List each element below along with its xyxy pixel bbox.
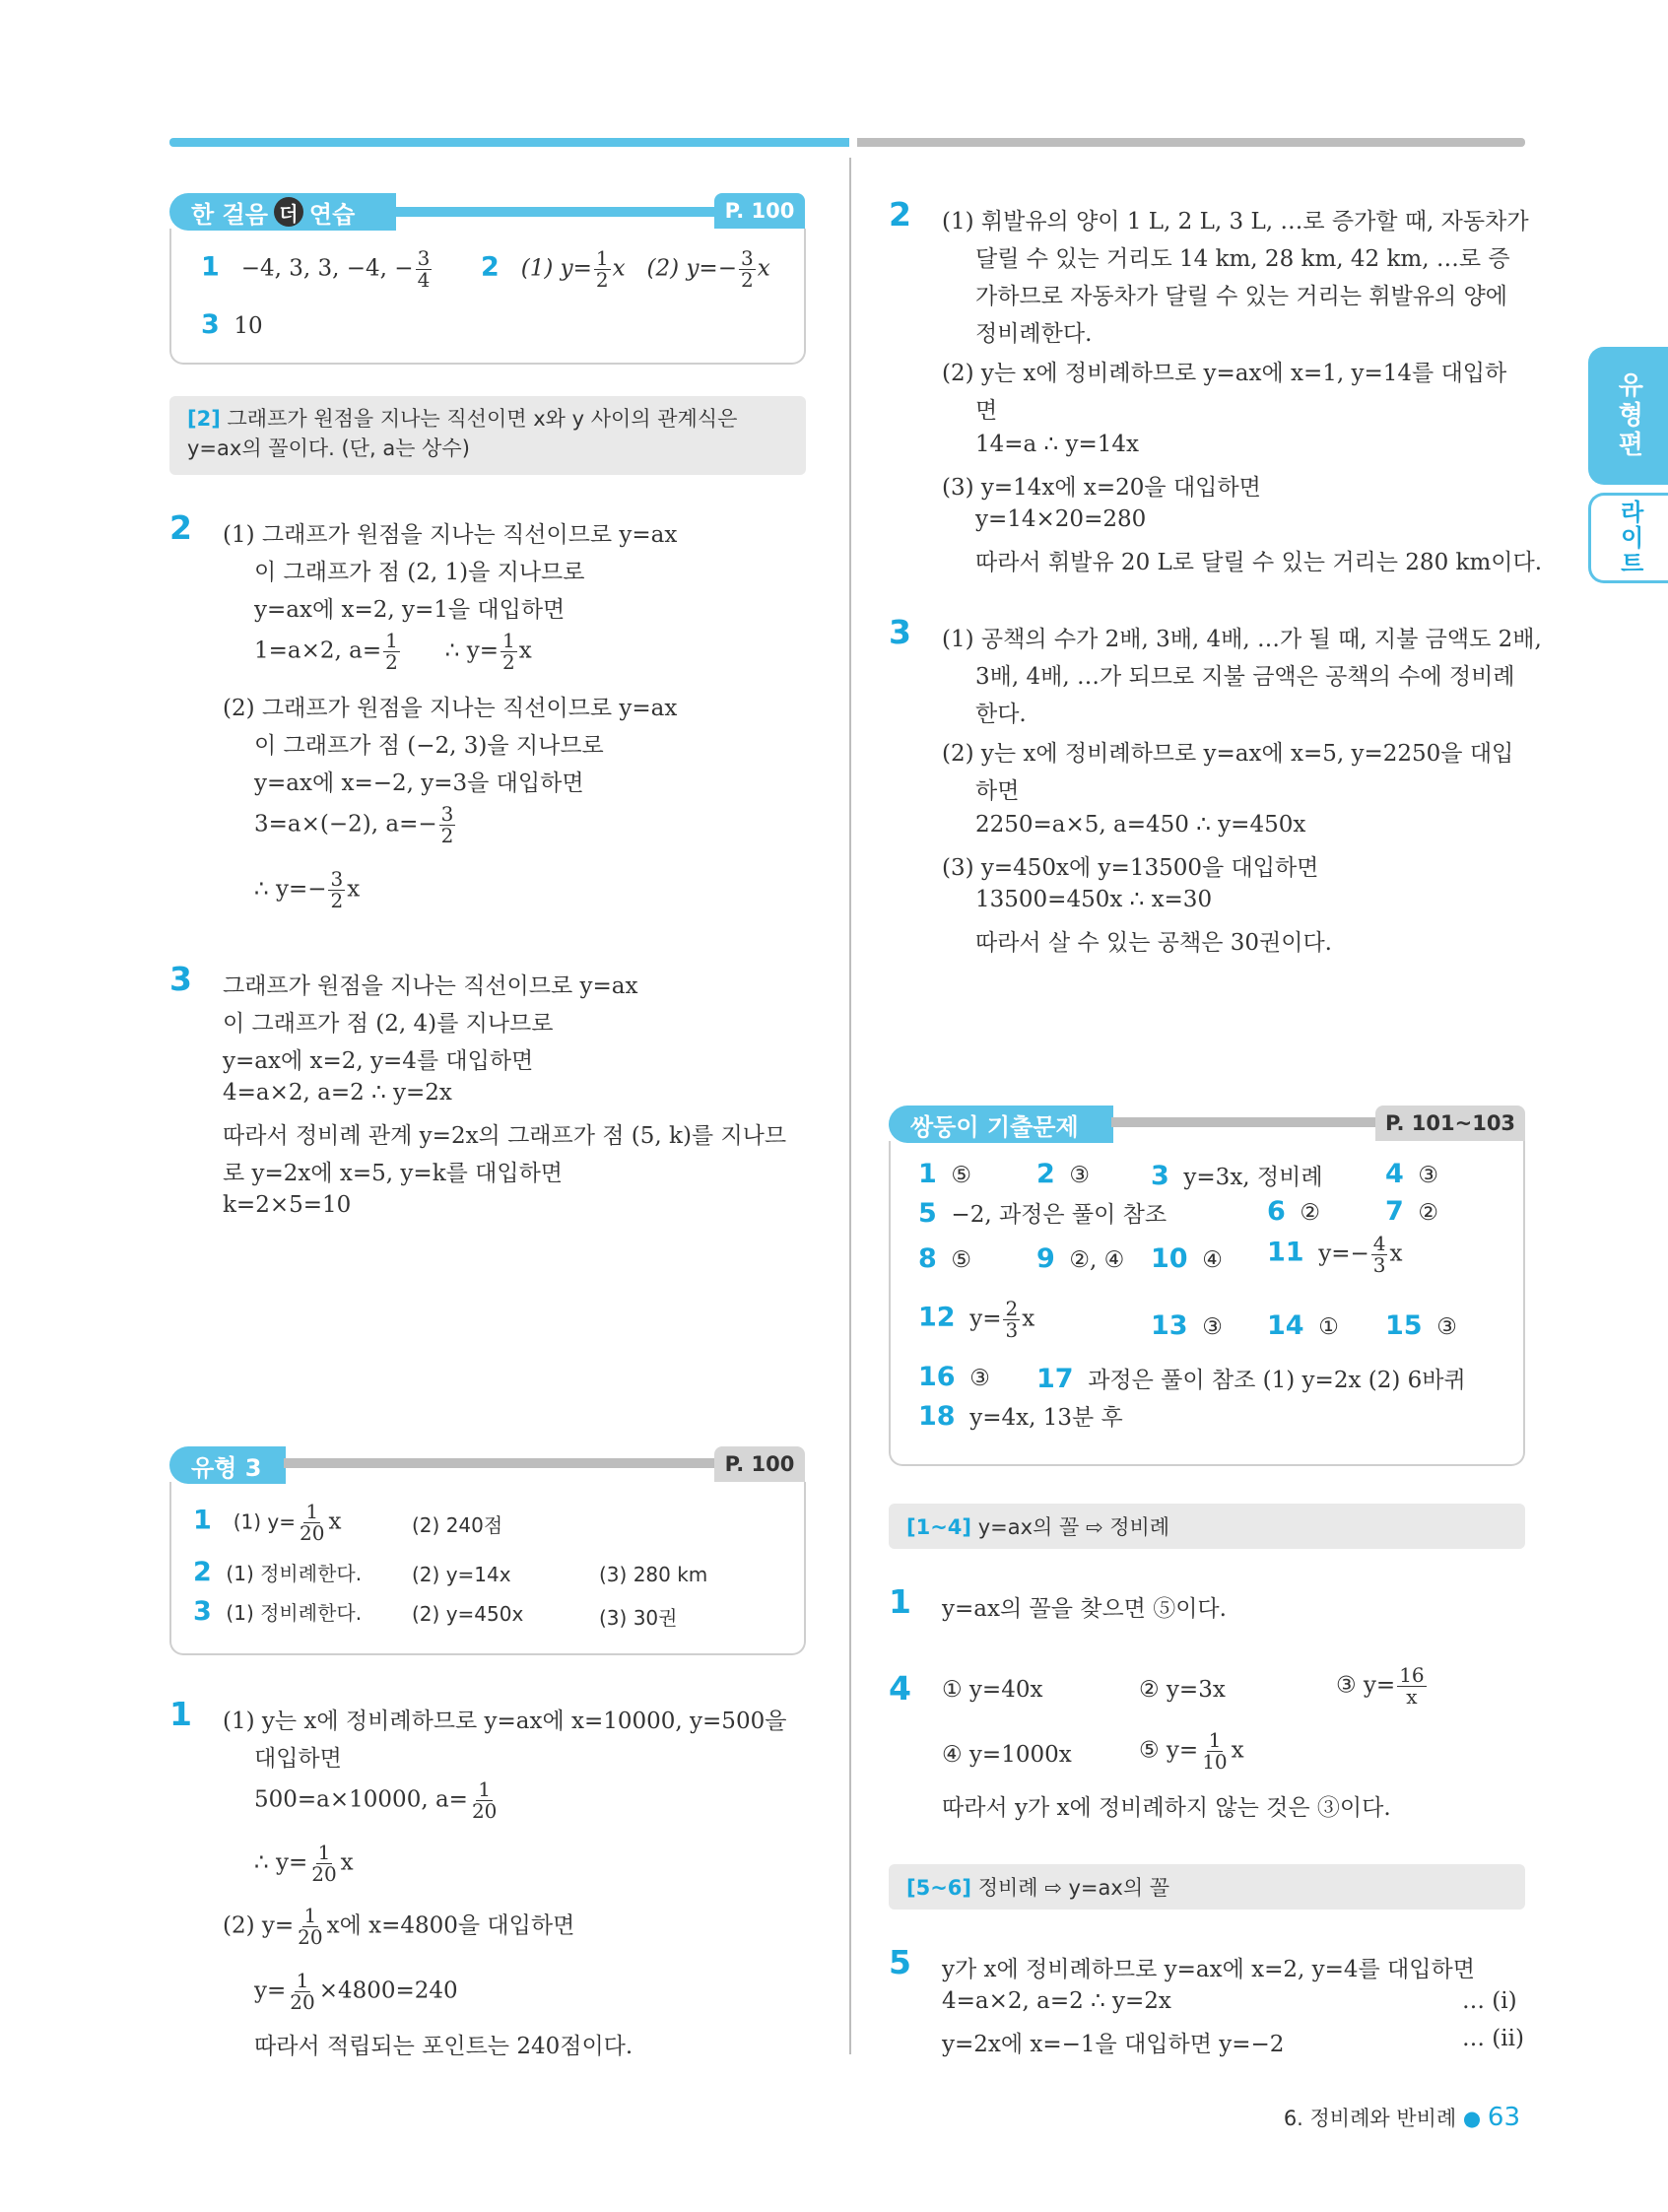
sol1-line: (2) y= $\frac{1}{20}$ x에 x=4800을 대입하면 (223, 1904, 575, 1949)
r-sol3-line: (2) y는 x에 정비례하므로 y=ax에 x=5, y=2250을 대입 (942, 741, 1514, 767)
exam-answer: 1 ⑤ (918, 1159, 972, 1189)
r-sol3-line: 하면 (975, 778, 1020, 804)
r-sol5-line: y=2x에 x=−1을 대입하면 y=−2 (942, 2032, 1285, 2057)
sol2-line: 이 그래프가 점 (2, 1)을 지나므로 (254, 560, 585, 585)
sol2-line: (1) 그래프가 원점을 지나는 직선이므로 y=ax (223, 522, 678, 548)
practice-answer-1: 1 −4, 3, 3, −4, − $\frac{3}{4}$ (201, 246, 431, 292)
sol3-line: 따라서 정비례 관계 y=2x의 그래프가 점 (5, k)를 지나므 (223, 1123, 787, 1149)
sol2-line: y=ax에 x=−2, y=3을 대입하면 (254, 771, 584, 796)
r-sol2-line: 달릴 수 있는 거리도 14 km, 28 km, 42 km, …로 증 (975, 246, 1510, 272)
r-sol4-option: ② y=3x (1139, 1677, 1226, 1703)
r-sol2-line: 따라서 휘발유 20 L로 달릴 수 있는 거리는 280 km이다. (975, 550, 1543, 575)
exam-page-tag: P. 101~103 (1375, 1106, 1525, 1141)
practice-title-a: 한 걸음 (191, 200, 268, 229)
r-sol2-line: (1) 휘발유의 양이 1 L, 2 L, 3 L, …로 증가할 때, 자동차가 (942, 209, 1529, 235)
column-divider (849, 158, 851, 2054)
r-sol5-mark: … (ⅱ) (1462, 2026, 1524, 2051)
practice-answer-3: 3 10 (201, 309, 263, 340)
r-sol3-line: 따라서 살 수 있는 공책은 30권이다. (975, 930, 1332, 956)
sol2-line: (2) 그래프가 원점을 지나는 직선이므로 y=ax (223, 696, 678, 721)
r-sol3-line: 3배, 4배, …가 되므로 지불 금액은 공책의 수에 정비례 (975, 664, 1515, 690)
practice-answer-2: 2 (1) y= $\frac{1}{2}$ x (2) y=− $\frac{3}{2}$ x (481, 246, 770, 292)
r-sol3-line: (3) y=450x에 y=13500을 대입하면 (942, 855, 1319, 881)
exam-answer: 11 y=− $\frac{4}{3}$ x (1267, 1232, 1403, 1277)
sidebar-tab-light[interactable] (1588, 493, 1668, 583)
r-sol3-number: 3 (889, 613, 911, 651)
practice-page-tag: P. 100 (714, 193, 805, 229)
type3-row-3c: (3) 30권 (599, 1606, 678, 1630)
type3-row-2c: (3) 280 km (599, 1563, 708, 1586)
practice-header (169, 193, 396, 231)
exam-answer: 16 ③ (918, 1362, 990, 1392)
hint-2: [2] 그래프가 원점을 지나는 직선이면 x와 y 사이의 관계식은 y=ax의 꼴이다. (단, a는 상수) (169, 396, 806, 475)
r-sol2-line: 14=a ∴ y=14x (975, 432, 1140, 457)
frac-3-4: $\frac{3}{4}$ (417, 246, 431, 292)
sol1-line: (1) y는 x에 정비례하므로 y=ax에 x=10000, y=500을 (223, 1709, 787, 1734)
sol3-number: 3 (169, 960, 192, 998)
sol3-line: 그래프가 원점을 지나는 직선이므로 y=ax (223, 973, 638, 999)
sol3-line: 이 그래프가 점 (2, 4)를 지나므로 (223, 1011, 554, 1037)
sol1-line: 대입하면 (254, 1746, 342, 1772)
r-sol2-number: 2 (889, 195, 911, 234)
sol3-line: 4=a×2, a=2 ∴ y=2x (223, 1080, 452, 1106)
sol2-line: 이 그래프가 점 (−2, 3)을 지나므로 (254, 733, 604, 759)
r-sol4-option: ③ y= $\frac{16}{x}$ (1336, 1663, 1425, 1709)
r-sol3-line: 13500=450x ∴ x=30 (975, 887, 1213, 912)
sol1-line: ∴ y= $\frac{1}{20}$ x (254, 1841, 354, 1886)
exam-answer: 6 ② (1267, 1196, 1321, 1227)
sol1-line: y= $\frac{1}{20}$ ×4800=240 (254, 1969, 458, 2014)
r-sol4-option: ① y=40x (942, 1677, 1043, 1703)
exam-answer: 9 ②, ④ (1036, 1243, 1125, 1274)
r-sol3-line: 2250=a×5, a=450 ∴ y=450x (975, 812, 1306, 838)
r-sol2-line: (2) y는 x에 정비례하므로 y=ax에 x=1, y=14를 대입하 (942, 361, 1507, 386)
sidebar-tab-light-label: 라이트 (1616, 500, 1644, 576)
sol2-line: y=ax에 x=2, y=1을 대입하면 (254, 597, 566, 623)
top-accent-bar (169, 138, 849, 147)
r-sol4-line: 따라서 y가 x에 정비례하지 않는 것은 ③이다. (942, 1795, 1391, 1821)
practice-title-b: 연습 (308, 200, 356, 229)
exam-answer: 13 ③ (1151, 1310, 1223, 1341)
top-gray-bar (857, 138, 1525, 147)
r-sol1-number: 1 (889, 1582, 911, 1621)
type3-header-line (284, 1458, 717, 1468)
sol1-line: 500=a×10000, a= $\frac{1}{20}$ (254, 1777, 498, 1823)
exam-answer: 18 y=4x, 13분 후 (918, 1401, 1123, 1432)
r-sol5-line: y가 x에 정비례하므로 y=ax에 x=2, y=4를 대입하면 (942, 1957, 1475, 1982)
type3-row-1b: (2) 240점 (412, 1513, 503, 1537)
sidebar-tab-type[interactable] (1588, 347, 1668, 485)
r-sol5-number: 5 (889, 1943, 911, 1981)
r-sol1-line: y=ax의 꼴을 찾으면 ⑤이다. (942, 1596, 1227, 1622)
sol1-number: 1 (169, 1695, 192, 1733)
page-footer (1284, 2103, 1520, 2132)
sol2-line: 3=a×(−2), a=− $\frac{3}{2}$ (254, 802, 454, 847)
sol2-line: ∴ y=− $\frac{3}{2}$ x (254, 867, 361, 912)
type3-header: 유형 3 (169, 1446, 286, 1484)
exam-answer: 12 y= $\frac{2}{3}$ x (918, 1297, 1035, 1342)
exam-answer: 3 y=3x, 정비례 (1151, 1161, 1323, 1191)
type3-row-1: 1 (1) y= $\frac{1}{20}$ x (193, 1500, 342, 1545)
exam-answer: 7 ② (1385, 1196, 1439, 1227)
r-sol3-line: (1) 공책의 수가 2배, 3배, 4배, …가 될 때, 지불 금액도 2배, (942, 627, 1542, 652)
exam-answer: 8 ⑤ (918, 1243, 972, 1274)
r-sol2-line: 면 (975, 398, 998, 424)
r-sol2-line: y=14×20=280 (975, 506, 1147, 532)
r-sol4-option: ④ y=1000x (942, 1742, 1072, 1768)
r-sol3-line: 한다. (975, 702, 1027, 727)
r-sol5-line: 4=a×2, a=2 ∴ y=2x (942, 1988, 1171, 2014)
practice-header-line (394, 207, 719, 217)
exam-answer: 5 −2, 과정은 풀이 참조 (918, 1198, 1168, 1229)
r-sol4-option: ⑤ y= $\frac{1}{10}$ x (1139, 1728, 1244, 1774)
sol1-line: 따라서 적립되는 포인트는 240점이다. (254, 2034, 634, 2059)
sol2-number: 2 (169, 508, 192, 547)
type3-row-3: 3 (1) 정비례한다. (193, 1596, 363, 1627)
exam-answer: 14 ① (1267, 1310, 1339, 1341)
sol3-line: y=ax에 x=2, y=4를 대입하면 (223, 1048, 534, 1074)
type3-page-tag: P. 100 (714, 1446, 805, 1482)
type3-row-2: 2 (1) 정비례한다. (193, 1557, 363, 1587)
exam-header: 쌍둥이 기출문제 (889, 1106, 1113, 1143)
exam-header-line (1111, 1117, 1397, 1127)
r-sol2-line: (3) y=14x에 x=20을 대입하면 (942, 475, 1261, 501)
sidebar-tab-type-label: 유형편 (1613, 371, 1643, 460)
footer-bullet-icon: ● (1462, 2107, 1482, 2130)
sol3-line: 로 y=2x에 x=5, y=k를 대입하면 (223, 1161, 564, 1186)
exam-answer: 15 ③ (1385, 1310, 1457, 1341)
r-sol4-number: 4 (889, 1669, 911, 1708)
sol3-line: k=2×5=10 (223, 1192, 352, 1218)
type3-row-2b: (2) y=14x (412, 1563, 511, 1586)
r-sol5-mark: … (ⅰ) (1462, 1988, 1517, 2014)
page-number: 63 (1487, 2103, 1520, 2132)
exam-answer: 10 ④ (1151, 1243, 1223, 1274)
exam-answer: 2 ③ (1036, 1159, 1091, 1189)
hint-5-6: [5~6] 정비례 ⇨ y=ax의 꼴 (889, 1864, 1525, 1910)
r-sol2-line: 가하므로 자동차가 달릴 수 있는 거리는 휘발유의 양에 (975, 284, 1507, 309)
exam-answer: 17 과정은 풀이 참조 (1) y=2x (2) 6바퀴 (1036, 1364, 1466, 1394)
type3-row-3b: (2) y=450x (412, 1602, 524, 1626)
r-sol2-line: 정비례한다. (975, 321, 1093, 347)
sol2-line: 1=a×2, a= $\frac{1}{2}$ ∴ y= $\frac{1}{2}$ x (254, 629, 532, 674)
exam-answer: 4 ③ (1385, 1159, 1439, 1189)
footer-chapter: 6. 정비례와 반비례 (1283, 2107, 1457, 2130)
hint-1-4: [1~4] y=ax의 꼴 ⇨ 정비례 (889, 1504, 1525, 1549)
practice-badge: 더 (274, 197, 303, 227)
